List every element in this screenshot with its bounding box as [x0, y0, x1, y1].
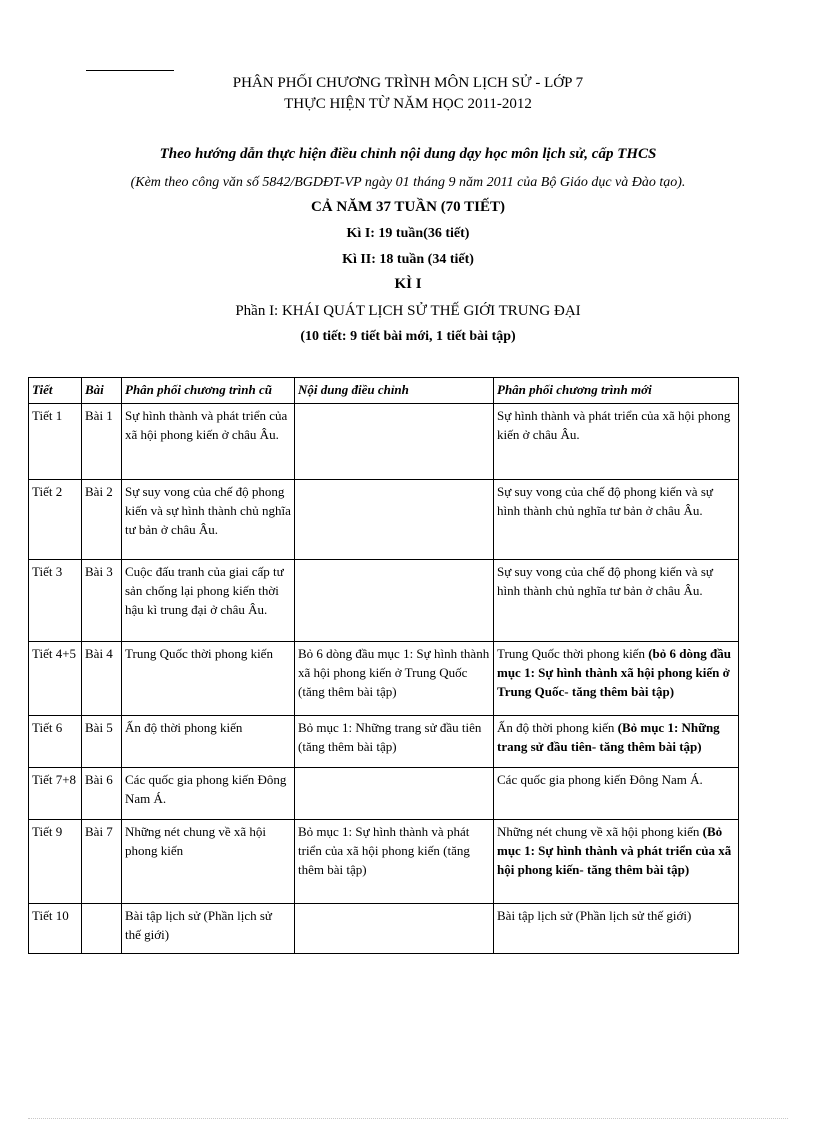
cell-new-plan: [494, 716, 739, 768]
cell-tiet: Tiết 4+5: [29, 642, 82, 716]
column-header-new-plan: Phân phối chương trình mới: [494, 378, 739, 404]
cell-tiet: Tiết 3: [29, 560, 82, 642]
new-plan-text: Trung Quốc thời phong kiến: [497, 646, 649, 661]
table-row: [29, 904, 739, 954]
column-header-bai: Bài: [82, 378, 122, 404]
table-header-row: [29, 378, 739, 404]
new-plan-text: Bài tập lịch sử (Phần lịch sử thế giới): [497, 908, 692, 923]
table-row: [29, 820, 739, 904]
cell-new-plan: [494, 768, 739, 820]
part-note: (10 tiết: 9 tiết bài mới, 1 tiết bài tập): [300, 329, 516, 344]
term1-summary: Kì I: 19 tuần(36 tiết): [346, 226, 470, 241]
cell-new-plan: [494, 404, 739, 480]
title-line-1: PHÂN PHỐI CHƯƠNG TRÌNH MÔN LỊCH SỬ - LỚP 7: [232, 75, 584, 91]
table-row: [29, 480, 739, 560]
new-plan-text: Sự hình thành và phát triển của xã hội phong kiến ở châu Âu.: [497, 408, 731, 442]
table-row: [29, 560, 739, 642]
cell-old-plan: Các quốc gia phong kiến Đông Nam Á.: [122, 768, 295, 820]
table-row: [29, 768, 739, 820]
cell-bai: Bài 5: [82, 716, 122, 768]
cell-old-plan: Sự suy vong của chế độ phong kiến và sự hình thành chủ nghĩa tư bản ở châu Âu.: [122, 480, 295, 560]
cell-tiet: Tiết 1: [29, 404, 82, 480]
cell-old-plan: Sự hình thành và phát triển của xã hội phong kiến ở châu Âu.: [122, 404, 295, 480]
term-heading: KÌ I: [394, 276, 422, 292]
cell-new-plan: [494, 642, 739, 716]
new-plan-text: Những nét chung về xã hội phong kiến: [497, 824, 703, 839]
table-row: [29, 404, 739, 480]
cell-bai: Bài 4: [82, 642, 122, 716]
year-total: CẢ NĂM 37 TUẦN (70 TIẾT): [310, 199, 506, 215]
cell-bai: [82, 904, 122, 954]
cell-bai: Bài 7: [82, 820, 122, 904]
cell-tiet: Tiết 9: [29, 820, 82, 904]
cell-bai: Bài 1: [82, 404, 122, 480]
new-plan-text: Sự suy vong của chế độ phong kiến và sự hình thành chủ nghĩa tư bản ở châu Âu.: [497, 564, 713, 598]
cell-old-plan: Ấn độ thời phong kiến: [122, 716, 295, 768]
term2-summary: Kì II: 18 tuần (34 tiết): [342, 252, 474, 267]
cell-old-plan: Những nét chung về xã hội phong kiến: [122, 820, 295, 904]
cell-adjustment: [295, 904, 494, 954]
new-plan-bold-text: (Bỏ mục 1: Những trang sử đầu tiên- tăng thêm bài tập): [497, 720, 720, 754]
column-header-old-plan: Phân phối chương trình cũ: [122, 378, 295, 404]
cell-tiet: Tiết 7+8: [29, 768, 82, 820]
part-title: Phần I: KHÁI QUÁT LỊCH SỬ THẾ GIỚI TRUNG ĐẠI: [235, 303, 581, 319]
title-line-2: THỰC HIỆN TỪ NĂM HỌC 2011-2012: [284, 96, 532, 112]
cell-adjustment: Bỏ 6 dòng đầu mục 1: Sự hình thành xã hội phong kiến ở Trung Quốc (tăng thêm bài tập): [295, 642, 494, 716]
cell-bai: Bài 6: [82, 768, 122, 820]
cell-new-plan: [494, 904, 739, 954]
table-row: [29, 716, 739, 768]
cell-adjustment: Bỏ mục 1: Những trang sử đầu tiên (tăng thêm bài tập): [295, 716, 494, 768]
cell-old-plan: Trung Quốc thời phong kiến: [122, 642, 295, 716]
table-row: [29, 642, 739, 716]
cell-tiet: Tiết 2: [29, 480, 82, 560]
cell-new-plan: [494, 560, 739, 642]
page-bottom-dotted-rule: [28, 1118, 788, 1119]
cell-old-plan: Bài tập lịch sử (Phần lịch sử thế giới): [122, 904, 295, 954]
guidance-line: Theo hướng dẫn thực hiện điều chỉnh nội dung dạy học môn lịch sử, cấp THCS: [159, 146, 657, 162]
cell-adjustment: [295, 480, 494, 560]
curriculum-table: [28, 377, 739, 954]
new-plan-bold-text: (Bỏ mục 1: Sự hình thành và phát triển của xã hội phong kiến- tăng thêm bài tập): [497, 824, 732, 877]
new-plan-text: Các quốc gia phong kiến Đông Nam Á.: [497, 772, 703, 787]
header-rule: [86, 70, 174, 71]
new-plan-text: Ấn độ thời phong kiến: [497, 720, 618, 735]
cell-new-plan: [494, 480, 739, 560]
cell-tiet: Tiết 10: [29, 904, 82, 954]
column-header-tiet: Tiết: [29, 378, 82, 404]
column-header-adjustment: Nội dung điều chỉnh: [295, 378, 494, 404]
cell-adjustment: [295, 560, 494, 642]
cell-bai: Bài 2: [82, 480, 122, 560]
cell-new-plan: [494, 820, 739, 904]
new-plan-bold-text: (bỏ 6 dòng đầu mục 1: Sự hình thành xã hội phong kiến ở Trung Quốc- tăng thêm bài tập): [497, 646, 731, 699]
reference-line: (Kèm theo công văn số 5842/BGDĐT-VP ngày 01 tháng 9 năm 2011 của Bộ Giáo dục và Đào tạo).: [130, 175, 686, 190]
cell-bai: Bài 3: [82, 560, 122, 642]
new-plan-text: Sự suy vong của chế độ phong kiến và sự hình thành chủ nghĩa tư bản ở châu Âu.: [497, 484, 713, 518]
cell-adjustment: [295, 404, 494, 480]
cell-adjustment: Bỏ mục 1: Sự hình thành và phát triển của xã hội phong kiến (tăng thêm bài tập): [295, 820, 494, 904]
cell-adjustment: [295, 768, 494, 820]
cell-old-plan: Cuộc đấu tranh của giai cấp tư sản chống lại phong kiến thời hậu kì trung đại ở châu Âu.: [122, 560, 295, 642]
cell-tiet: Tiết 6: [29, 716, 82, 768]
